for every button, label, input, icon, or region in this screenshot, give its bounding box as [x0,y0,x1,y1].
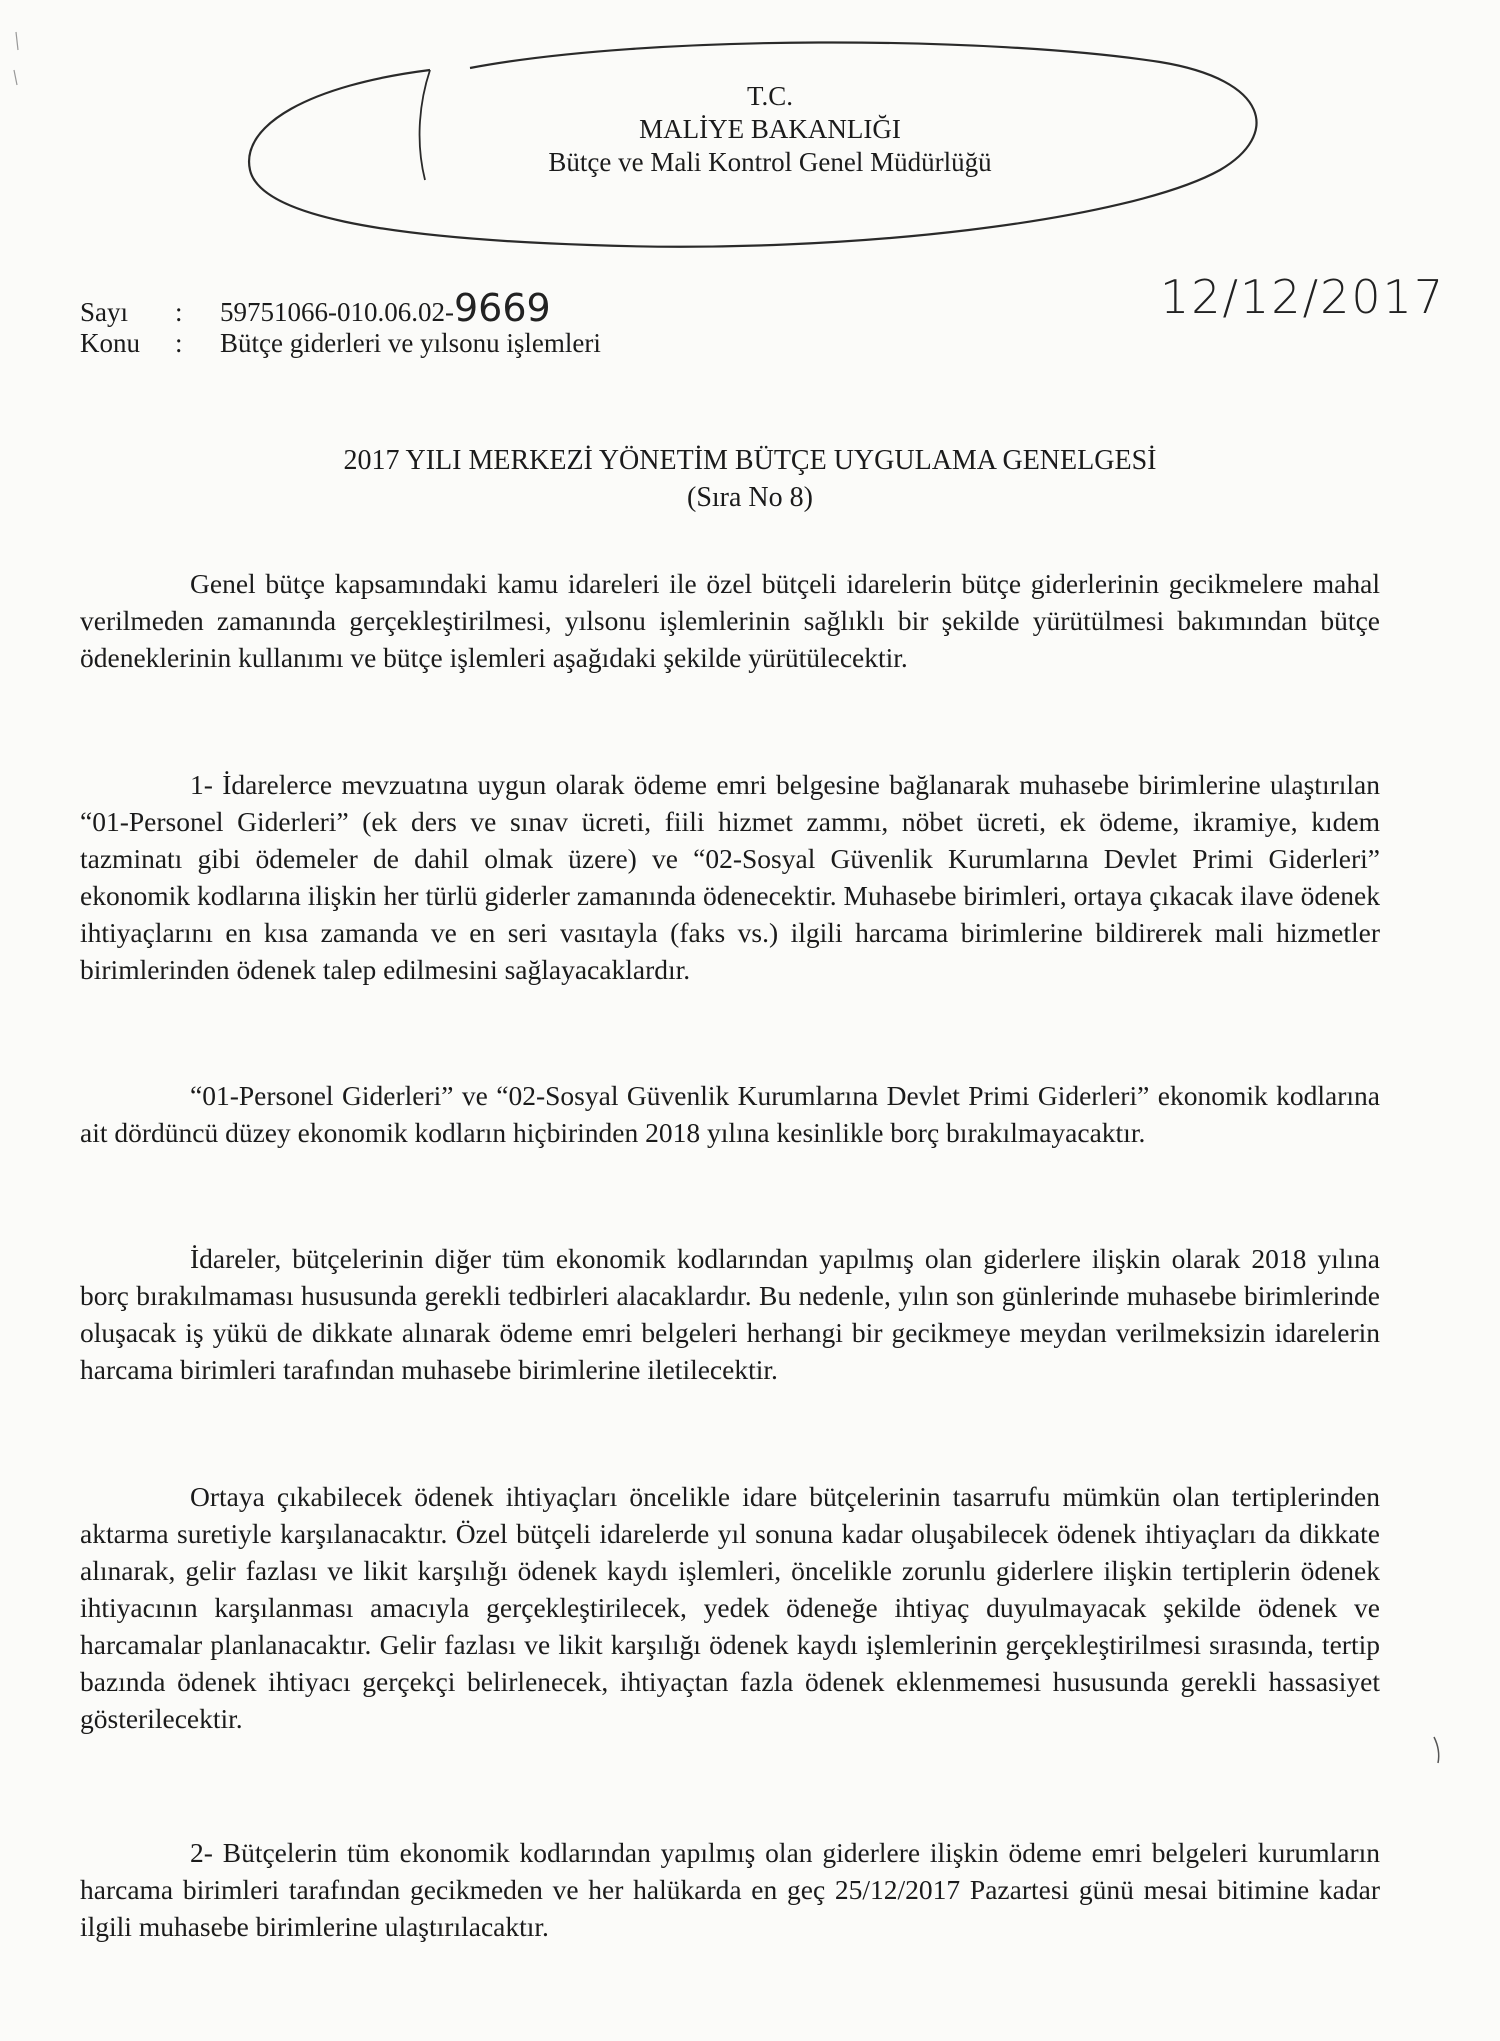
konu-value: Bütçe giderleri ve yılsonu işlemleri [220,328,601,358]
appropriation-needs-paragraph [80,1478,1380,1737]
document-subtitle: (Sıra No 8) [687,482,813,513]
pen-mark [1430,1735,1450,1765]
konu-label: Konu [80,328,140,358]
sayi-colon: : [175,297,183,327]
konu-row [80,328,601,359]
paragraph-text: 1- İdarelerce mevzuatına uygun olarak ödeme emri belgesine bağlanarak muhasebe birimlerine ulaştırılan “01-Personel Giderleri” (ek ders ve sınav ücreti, fiili hizmet zammı, nöbet ücreti, ek ödeme, ikramiye, kıdem tazminatı gibi ödemeler de dahil olmak üzere) ve “02-Sosyal Güvenlik Kurumlarına Devlet Primi Giderleri” ekonomik kodlarına ilişkin her türlü giderler zamanında ödenecektir. Muhasebe birimleri, ortaya çıkacak ilave ödenek ihtiyaçlarını en kısa zamanda ve en seri vasıtayla (faks vs.) ilgili harcama birimlerine bildirerek mali hizmetler birimlerinden ödenek talep edilmesini sağlayacaklardır. [80,769,1380,985]
letterhead-department: Bütçe ve Mali Kontrol Genel Müdürlüğü [548,147,992,177]
item-2-paragraph [80,1834,1380,1945]
letterhead-ministry: MALİYE BAKANLIĞI [639,114,901,144]
paragraph-text: Ortaya çıkabilecek ödenek ihtiyaçları öncelikle idare bütçelerinin tasarrufu mümkün olan tertiplerinden aktarma suretiyle karşılanacaktır. Özel bütçeli idarelerde yıl sonuna kadar oluşabilecek ödenek ihtiyaçları da dikkate alınarak, gelir fazlası ve likit karşılığı ödenek kaydı işlemleri, öncelikle zorunlu giderlere ilişkin tertiplerin ödenek ihtiyacının karşılanması amacıyla gerçekleştirilecek, yedek ödeneğe ihtiyaç duyulmayacak şekilde ödenek ve harcamalar planlanacaktır. Gelir fazlası ve likit karşılığı ödenek kaydı işlemlerinin gerçekleştirilmesi sırasında, tertip bazında ödenek ihtiyacı gerçekçi belirlenecek, ihtiyaçtan fazla ödenek eklenmemesi hususunda gerekli hassasiyet gösterilecektir. [80,1481,1380,1734]
konu-colon: : [175,328,183,358]
paragraph-text: İdareler, bütçelerinin diğer tüm ekonomik kodlarından yapılmış olan giderlere ilişkin olarak 2018 yılına borç bırakılmaması hususunda gerekli tedbirleri alacaklardır. Bu nedenle, yılın son günlerinde muhasebe birimlerinde oluşacak iş yükü de dikkate alınarak ödeme emri belgeleri herhangi bir gecikmeye meydan verilmeksizin idarelerin harcama birimleri tarafından muhasebe birimlerine iletilecektir. [80,1243,1380,1385]
other-expenses-paragraph [80,1240,1380,1388]
sayi-label: Sayı [80,297,129,327]
scan-mark [8,30,28,90]
handwritten-date: 12/12/2017 [1160,270,1446,324]
sayi-handwritten-number: 9669 [453,286,551,330]
letterhead-tc: T.C. [747,81,793,111]
document-title: 2017 YILI MERKEZİ YÖNETİM BÜTÇE UYGULAMA GENELGESİ [343,445,1157,476]
intro-paragraph [80,565,1380,676]
paragraph-text: Genel bütçe kapsamındaki kamu idareleri ile özel bütçeli idarelerin bütçe giderlerinin gecikmelere mahal verilmeden zamanında gerçekleştirilmesi, yılsonu işlemlerinin sağlıklı bir şekilde yürütülmesi bakımından bütçe ödeneklerinin kullanımı ve bütçe işlemleri aşağıdaki şekilde yürütülecektir. [80,568,1380,673]
paragraph-text: 2- Bütçelerin tüm ekonomik kodlarından yapılmış olan giderlere ilişkin ödeme emri belgeleri kurumların harcama birimleri tarafından gecikmeden ve her halükarda en geç 25/12/2017 Pazartesi günü mesai bitimine kadar ilgili muhasebe birimlerine ulaştırılacaktır. [80,1837,1380,1942]
sayi-value: 59751066-010.06.02- [220,297,454,327]
paragraph-text: “01-Personel Giderleri” ve “02-Sosyal Güvenlik Kurumlarına Devlet Primi Giderleri” ekonomik kodlarına ait dördüncü düzey ekonomik kodların hiçbirinden 2018 yılına kesinlikle borç bırakılmayacaktır. [80,1080,1380,1148]
sayi-row [80,286,551,330]
item-1-paragraph [80,766,1380,988]
personnel-expenses-paragraph [80,1077,1380,1151]
letterhead [420,80,1120,179]
